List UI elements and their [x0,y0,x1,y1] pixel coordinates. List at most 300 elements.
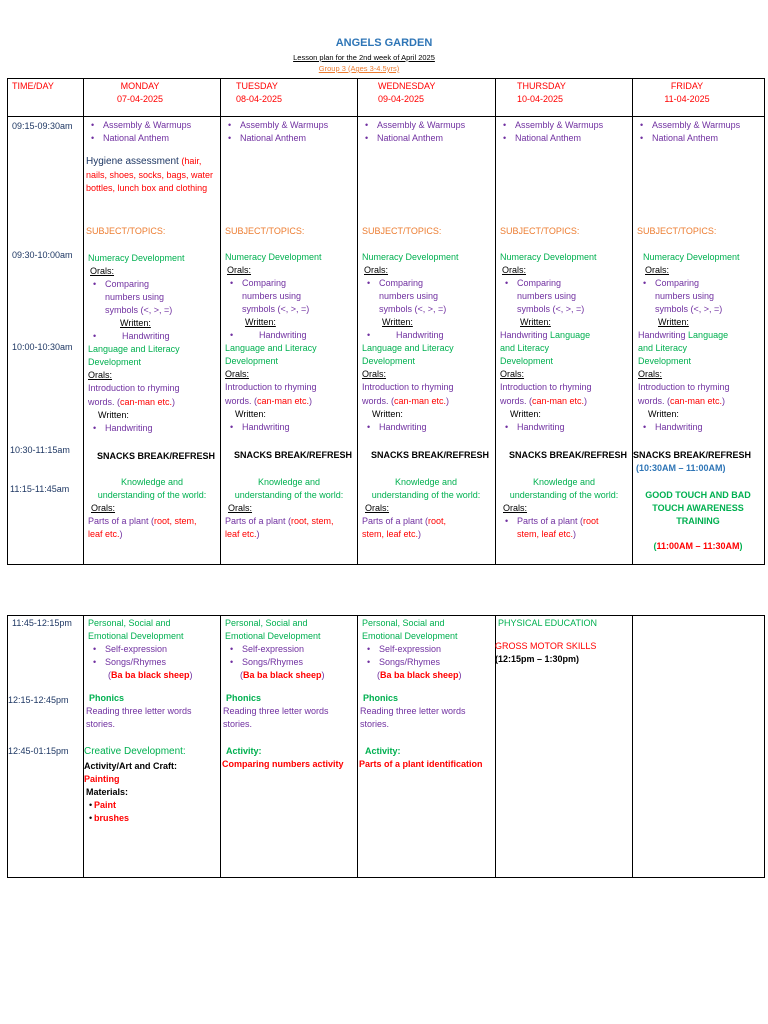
text-label: SUBJECT/TOPICS: [500,226,580,236]
text-label: Activity: [365,746,401,756]
text-label: Parts of a plant ( [517,516,584,527]
text-label: Assembly & Warmups [103,120,192,130]
cell-block [362,528,492,541]
text-label: stem, leaf etc. [517,529,574,540]
text-label: numbers using [655,291,715,302]
cell-block [88,669,218,682]
text-label: National Anthem [240,133,307,144]
cell-block [88,617,218,682]
cell-block [88,528,218,541]
text-label: 09-04-2025 [378,94,425,105]
cell-block [498,119,630,145]
cell-block [362,669,492,682]
cell-block [225,329,355,342]
list-item [86,132,218,145]
text-label: 07-04-2025 [116,94,164,105]
cell-block [638,251,762,434]
text-label: words. ( [500,395,533,406]
text-label: brushes [94,812,130,823]
text-label: ) [739,541,743,551]
cell-block [632,78,633,564]
text-label: Orals: [225,369,250,380]
tuesday-cell [223,119,355,145]
text-label: National Anthem [103,133,170,144]
time-day-header: TIME/DAY [12,81,54,91]
text-label: Songs/Rhymes [105,657,167,668]
text-label: ) [119,529,123,540]
text-label: ( [653,541,657,551]
text-label: can-man etc. [394,395,447,406]
text-label: 11-04-2025 [664,94,710,105]
cell-block [225,395,355,408]
text-label: Knowledge and [257,477,321,487]
text-label: Language and Literacy [225,343,317,354]
monday-cell [86,119,218,194]
text-label: symbols (<, >, =) [242,304,310,315]
text-label: National Anthem [515,133,582,144]
cell-block [220,78,221,564]
subject-topics-label: SUBJECT/TOPICS: [86,226,166,236]
cell-block [88,656,218,669]
text-label: Self-expression [242,644,305,655]
text-label: root, stem, [291,516,334,527]
text-label: Orals: [365,503,390,513]
cell-block [495,617,630,666]
text-label: understanding of the world: [234,490,344,501]
text-label: Songs/Rhymes [379,657,441,668]
text-label: Knowledge and [532,477,596,487]
text-label: root [583,516,599,527]
text-label: TRAINING [676,516,720,527]
cell-block [500,251,630,434]
text-label: Development [638,356,692,367]
time-slot: 12:45-01:15pm [8,746,69,756]
cell-block [357,615,358,877]
text-label: Handwriting [638,330,686,341]
text-label: ) [584,395,588,406]
cell-block [638,421,762,434]
text-label: Self-expression [379,644,442,655]
text-label: Handwriting [122,331,170,342]
text-label: Ba ba black sheep [380,670,459,681]
cell-block [84,812,218,825]
text-label: can-man etc. [532,395,585,406]
text-label: Comparing [379,278,424,289]
text-label: Orals: [638,369,663,380]
text-label: ) [418,529,422,540]
day-header-thursday [517,80,566,106]
text-label: PHYSICAL EDUCATION [498,618,598,628]
text-label: Assembly & Warmups [652,120,741,130]
text-label: ) [309,395,313,406]
text-label: Activity: [226,746,262,756]
text-label: Handwriting [655,421,703,432]
text-label: numbers using [379,291,439,302]
text-label: Materials: [86,786,129,797]
cell-block [500,329,630,342]
wednesday-cell [360,119,492,145]
text-label: Handwriting [242,421,290,432]
cell-block [223,119,355,132]
cell-block [88,502,218,541]
text-label: Orals: [227,265,252,276]
text-label: Phonics [226,693,262,703]
cell-block [362,277,492,290]
cell-block [360,119,492,145]
text-label: stem, leaf etc. [362,529,419,540]
text-label: 10-04-2025 [517,94,564,105]
list-item [86,119,218,132]
text-label: Written: [245,317,276,328]
text-label: TOUCH AWARENESS [652,503,744,514]
cell-block: and Literacy [500,343,550,354]
text-label: ) [256,529,260,540]
text-label: Reading three letter words [360,706,466,717]
cell-block [498,476,630,502]
text-label: Hygiene assessment [86,156,179,168]
cell-block [84,745,218,825]
cell-block [635,119,761,132]
time-slot: 11:45-12:15pm [12,618,72,628]
text-label: Written: [382,317,413,328]
text-label: Introduction to rhyming [362,382,454,393]
cell-block [225,656,355,669]
text-label: words. ( [362,395,395,406]
text-label: Knowledge and [120,477,184,487]
time-slot: 11:15-11:45am [10,484,70,494]
text-label: Parts of a plant ( [362,516,429,527]
time-slot: 09:15-09:30am [12,121,73,131]
text-label: 08-04-2025 [236,94,283,105]
text-label: Handwriting [379,421,427,432]
text-label: Numeracy Development [225,252,322,262]
cell-block [88,422,218,435]
cell-block [638,329,762,342]
text-label: FRIDAY [670,81,704,91]
cell-block [88,278,218,291]
text-label: Parts of a plant identification [359,759,483,770]
cell-block [500,277,630,290]
text-label: THURSDAY [517,81,566,91]
text-label: SNACKS BREAK/REFRESH [234,450,353,460]
text-label: Comparing numbers activity [222,759,344,770]
text-label: Orals: [90,266,115,277]
friday-cell [635,119,761,145]
text-label: symbols (<, >, =) [105,305,173,316]
time-slot: 10:00-10:30am [12,342,73,352]
text-label: Handwriting [500,330,548,341]
day-header-wednesday [378,80,435,106]
text-label: Paint [94,799,117,810]
text-label: Orals: [502,265,527,276]
cell-block [362,502,492,541]
text-label: SUBJECT/TOPICS: [637,226,717,236]
text-label: Development [88,357,142,368]
snacks-label: SNACKS BREAK/REFRESH [97,451,216,461]
text-label: leaf etc. [225,529,257,540]
time-slot: 10:30-11:15am [10,445,70,455]
text-label: Phonics [363,693,399,703]
text-label: Orals: [91,503,116,513]
time-slot: 12:15-12:45pm [8,695,69,705]
text-label: National Anthem [652,133,719,144]
text-label: Orals: [500,369,525,380]
text-label: SUBJECT/TOPICS: [362,226,442,236]
cell-block [500,502,630,541]
text-label: Orals: [362,369,387,380]
text-label: Orals: [503,503,528,513]
cell-block [225,617,355,682]
text-label: Written: [372,408,403,419]
text-label: words. ( [225,395,258,406]
cell-block [500,421,630,434]
text-label: Activity/Art and Craft: [84,760,178,771]
page-title: ANGELS GARDEN [335,37,433,49]
text-label: ) [172,396,176,407]
text-label: numbers using [105,292,165,303]
cell-block [362,329,492,342]
cell-block [86,119,218,145]
cell-block [225,251,355,434]
text-label: ) [722,395,726,406]
cell-block [225,669,355,682]
cell-block [635,119,761,145]
text-label: Introduction to rhyming [638,382,730,393]
text-label: (hair, [181,156,202,167]
text-label: Written: [658,317,689,328]
text-label: symbols (<, >, =) [379,304,447,315]
cell-block [225,528,355,541]
cell-block [362,251,492,434]
text-label: words. ( [638,395,671,406]
text-label: Parts of a plant ( [225,516,292,527]
text-label: ) [189,670,193,681]
cell-block [362,515,492,528]
text-label: numbers using [242,291,302,302]
text-label: Introduction to rhyming [88,383,180,394]
text-label: Handwriting [396,330,444,341]
text-label: root, [428,516,447,527]
cell-block [225,643,355,656]
text-label: (10:30AM – 11:00AM) [636,463,726,473]
text-label: Assembly & Warmups [515,120,604,130]
cell-block [635,132,761,145]
cell-block [225,502,355,541]
cell-block [223,476,355,502]
cell-block [86,692,218,731]
cell-block [360,132,492,145]
text-label: Knowledge and [394,477,458,487]
time-slot: 09:30-10:00am [12,250,73,260]
text-label: Introduction to rhyming [500,382,592,393]
text-label: SNACKS BREAK/REFRESH [371,450,490,460]
cell-block [360,476,492,502]
text-label: Phonics [89,693,125,703]
cell-block [500,515,630,528]
text-label: MONDAY [120,81,160,91]
text-label: Emotional Development [225,631,321,642]
cell-block [225,515,355,528]
cell-block [362,617,492,682]
text-label: Self-expression [105,644,168,655]
text-label: Assembly & Warmups [240,120,329,130]
text-label: Comparing [517,278,562,289]
text-label: GOOD TOUCH AND BAD [645,490,751,500]
text-label: Language and Literacy [88,344,180,355]
text-label: Development [362,356,416,367]
text-label: ) [446,395,450,406]
cell-block [359,745,493,771]
text-label: Personal, Social and [362,618,445,628]
text-label: Orals: [364,265,389,276]
text-label: SNACKS BREAK/REFRESH [509,450,628,460]
text-label: Personal, Social and [225,618,308,628]
cell-block [88,396,218,409]
text-label: ) [321,670,325,681]
cell-block [360,692,492,731]
text-label: Comparing [655,278,700,289]
text-label: nails, shoes, socks, bags, water bottles, lunch box and clothing [86,170,214,193]
text-label: stories. [86,719,116,730]
thursday-cell [498,119,630,145]
text-label: Numeracy Development [88,253,185,263]
cell-block: and Literacy [638,343,688,354]
text-label: Ba ba black sheep [111,670,190,681]
text-label: symbols (<, >, =) [517,304,585,315]
text-label: Reading three letter words [86,706,192,717]
text-label: numbers using [517,291,577,302]
text-label: Numeracy Development [362,252,459,262]
cell-block [7,116,764,117]
text-label: leaf etc. [88,529,120,540]
text-label: ) [458,670,462,681]
cell-block [83,78,84,564]
cell-block [88,515,218,528]
text-label: Written: [520,317,551,328]
cell-block [495,78,496,564]
cell-block [362,656,492,669]
text-label: Numeracy Development [643,252,740,262]
text-label: ( [240,670,243,681]
cell-block [357,78,358,564]
text-label: WEDNESDAY [378,81,436,91]
text-label: Comparing [105,279,150,290]
text-label: Language [688,330,729,341]
cell-block [225,277,355,290]
text-label: Handwriting [517,421,565,432]
day-header-monday [84,80,196,106]
text-label: understanding of the world: [371,490,481,501]
text-label: Painting [84,773,120,784]
text-label: ) [573,529,577,540]
text-label: Language [550,330,591,341]
cell-block [222,745,356,771]
text-label: GROSS MOTOR SKILLS [495,641,597,652]
cell-block [498,119,630,132]
text-label: Handwriting [105,422,153,433]
text-label: ( [108,670,111,681]
day-header-friday [652,80,722,106]
text-label: Numeracy Development [500,252,597,262]
cell-block [632,615,633,877]
good-touch-training [635,489,761,528]
text-label: Written: [98,409,129,420]
cell-block [220,615,221,877]
text-label: Written: [235,408,266,419]
text-label: understanding of the world: [509,490,619,501]
text-label: Songs/Rhymes [242,657,304,668]
text-label: words. ( [88,396,121,407]
text-label: Reading three letter words [223,706,329,717]
cell-block [88,252,218,435]
cell-block [223,692,355,731]
text-label: root, stem, [154,516,197,527]
cell-block [635,540,761,553]
cell-block [88,330,218,343]
text-label: understanding of the world: [97,490,207,501]
text-label: Creative Development: [84,746,186,757]
text-label: Ba ba black sheep [243,670,322,681]
text-label: symbols (<, >, =) [655,304,723,315]
text-label: 11:00AM – 11:30AM [656,541,740,551]
cell-block [225,421,355,434]
text-label: Assembly & Warmups [377,120,466,130]
text-label: SNACKS BREAK/REFRESH [633,450,752,460]
text-label: Written: [510,408,541,419]
text-label: Parts of a plant ( [88,516,155,527]
text-label: can-man etc. [120,396,173,407]
cell-block [638,395,762,408]
text-label: Written: [120,318,151,329]
cell-block [86,155,218,194]
text-label: can-man etc. [257,395,310,406]
text-label: Personal, Social and [88,618,171,628]
text-label: TUESDAY [236,81,278,91]
text-label: (12:15pm – 1:30pm) [495,654,580,665]
cell-block [362,395,492,408]
day-header-tuesday [236,80,282,106]
text-label: Emotional Development [362,631,458,642]
cell-block [362,643,492,656]
text-label: Development [225,356,279,367]
text-label: Development [500,356,554,367]
text-label: Orals: [88,370,113,381]
cell-block [500,395,630,408]
cell-block [362,421,492,434]
text-label: Orals: [645,265,670,276]
cell-block [500,528,630,541]
cell-block [360,119,492,132]
cell-block [84,799,218,812]
cell-block [88,643,218,656]
cell-block [86,476,218,502]
text-label: National Anthem [377,133,444,144]
text-label: Emotional Development [88,631,184,642]
cell-block [223,119,355,145]
text-label: Introduction to rhyming [225,382,317,393]
group-label: Group 3 (Ages 3-4.5yrs) [318,64,400,73]
text-label: stories. [223,719,253,730]
cell-block [223,132,355,145]
text-label: SUBJECT/TOPICS: [225,226,305,236]
text-label: stories. [360,719,390,730]
text-label: Handwriting [259,330,307,341]
text-label: Written: [648,408,679,419]
text-label: Comparing [242,278,287,289]
text-label: can-man etc. [670,395,723,406]
cell-block [638,277,762,290]
cell-block [498,132,630,145]
